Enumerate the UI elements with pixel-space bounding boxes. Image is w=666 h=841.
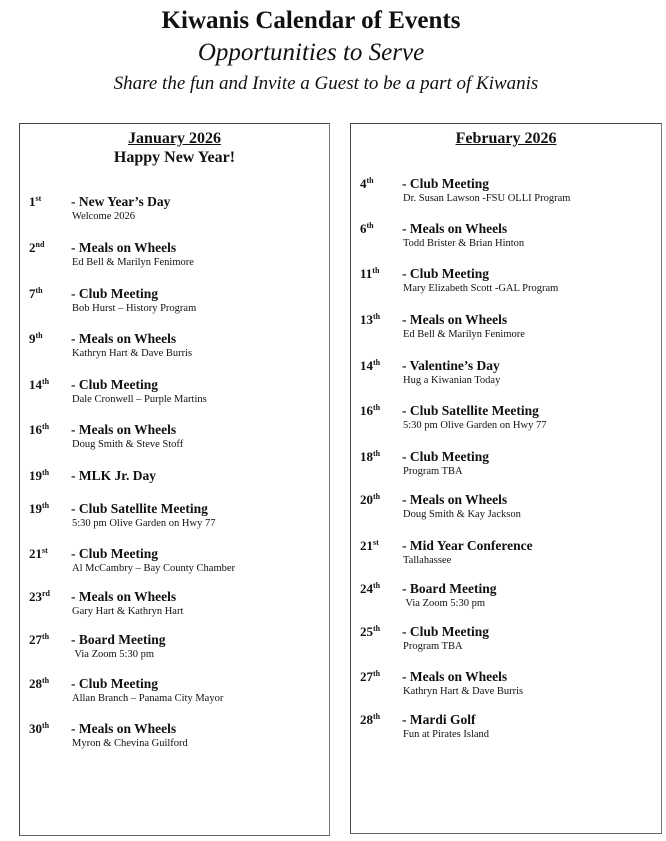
event-title: - Meals on Wheels (71, 240, 177, 255)
event-date (29, 501, 49, 519)
event-detail: Ed Bell & Marilyn Fenimore (403, 329, 525, 340)
event-date (29, 377, 49, 395)
event-item (351, 176, 661, 216)
event-date (360, 221, 374, 239)
event-item (351, 358, 661, 398)
event-date (360, 624, 380, 642)
event-day-suffix: th (366, 176, 374, 185)
month-heading-february: February 2026 (455, 130, 557, 147)
event-item (351, 492, 661, 532)
event-date (360, 581, 380, 599)
event-item (351, 403, 661, 443)
event-title: - Club Meeting (402, 266, 489, 281)
event-title: - Club Satellite Meeting (402, 403, 539, 418)
event-day-number: 27 (360, 669, 373, 684)
event-day-suffix: th (42, 468, 50, 477)
event-date (29, 194, 41, 212)
event-day-suffix: st (42, 546, 48, 555)
event-detail: Doug Smith & Kay Jackson (403, 509, 521, 520)
event-day-number: 6 (360, 221, 367, 236)
event-title: - Board Meeting (71, 632, 166, 647)
event-date (29, 468, 49, 486)
event-date (360, 669, 380, 687)
event-detail: 5:30 pm Olive Garden on Hwy 77 (403, 420, 547, 431)
event-date (360, 266, 379, 284)
event-day-suffix: st (35, 194, 42, 203)
event-day-number: 1 (29, 194, 36, 209)
event-day-suffix: rd (42, 589, 50, 598)
event-item (351, 538, 661, 578)
event-day-suffix: th (373, 492, 381, 501)
event-date (29, 721, 49, 739)
event-item (20, 546, 329, 586)
event-detail: Via Zoom 5:30 pm (72, 649, 155, 660)
event-day-number: 19 (29, 468, 42, 483)
event-title: - Meals on Wheels (71, 331, 177, 346)
event-detail: Program TBA (403, 641, 463, 652)
event-date (360, 358, 380, 376)
event-day-number: 23 (29, 589, 42, 604)
event-day-suffix: th (42, 422, 50, 431)
event-detail: Doug Smith & Steve Stoff (72, 439, 184, 450)
event-day-number: 9 (29, 331, 36, 346)
event-day-number: 18 (360, 449, 373, 464)
event-day-number: 28 (29, 676, 42, 691)
event-title: - Board Meeting (402, 581, 497, 596)
event-date (360, 538, 379, 556)
event-item (351, 624, 661, 664)
event-item (351, 669, 661, 709)
event-date (29, 676, 49, 694)
event-item (351, 449, 661, 489)
event-day-suffix: th (373, 449, 381, 458)
event-detail: Tallahassee (403, 555, 452, 566)
event-day-number: 16 (29, 422, 42, 437)
event-detail: Fun at Pirates Island (403, 729, 490, 740)
event-day-number: 21 (29, 546, 42, 561)
event-date (360, 449, 380, 467)
event-detail: Dr. Susan Lawson -FSU OLLI Program (403, 193, 571, 204)
january-calendar-box (19, 123, 330, 836)
event-detail: 5:30 pm Olive Garden on Hwy 77 (72, 518, 216, 529)
page-tagline: Share the fun and Invite a Guest to be a part of Kiwanis (113, 73, 539, 94)
event-item (351, 581, 661, 621)
january-greeting: Happy New Year! (113, 149, 236, 166)
event-day-suffix: th (373, 312, 381, 321)
event-day-number: 24 (360, 581, 373, 596)
event-detail: Via Zoom 5:30 pm (403, 598, 486, 609)
event-title: - Club Meeting (402, 176, 489, 191)
event-title: - Meals on Wheels (402, 492, 508, 507)
event-day-number: 13 (360, 312, 373, 327)
event-day-number: 28 (360, 712, 373, 727)
event-detail: Kathryn Hart & Dave Burris (403, 686, 524, 697)
event-title: - Meals on Wheels (71, 589, 177, 604)
event-item (20, 589, 329, 629)
event-title: - Club Meeting (71, 676, 158, 691)
event-day-suffix: th (42, 501, 50, 510)
event-day-number: 16 (360, 403, 373, 418)
event-item (351, 221, 661, 261)
event-item (351, 712, 661, 752)
event-date (360, 712, 380, 730)
event-item (351, 266, 661, 306)
event-date (360, 176, 374, 194)
event-title: - Meals on Wheels (402, 669, 508, 684)
event-day-suffix: th (373, 358, 381, 367)
event-date (360, 312, 380, 330)
event-item (351, 312, 661, 352)
event-day-number: 25 (360, 624, 373, 639)
event-detail: Allan Branch – Panama City Mayor (72, 693, 224, 704)
event-day-number: 19 (29, 501, 42, 516)
event-item (20, 377, 329, 417)
event-date (29, 632, 49, 650)
february-calendar-box (350, 123, 662, 834)
event-day-suffix: th (35, 286, 43, 295)
event-day-suffix: th (366, 221, 374, 230)
event-title: - Club Meeting (71, 377, 158, 392)
event-day-suffix: th (373, 403, 381, 412)
event-day-suffix: th (373, 624, 381, 633)
event-title: - Club Meeting (71, 286, 158, 301)
event-title: - Valentine’s Day (402, 358, 500, 373)
event-day-number: 14 (360, 358, 373, 373)
event-day-number: 14 (29, 377, 42, 392)
event-day-number: 27 (29, 632, 42, 647)
event-detail: Dale Cronwell – Purple Martins (72, 394, 207, 405)
event-title: - New Year’s Day (71, 194, 171, 209)
event-title: - Club Meeting (71, 546, 158, 561)
event-item (20, 240, 329, 280)
event-detail: Hug a Kiwanian Today (403, 375, 501, 386)
event-item (20, 721, 329, 761)
event-title: - Meals on Wheels (402, 312, 508, 327)
event-detail: Myron & Chevina Guilford (72, 738, 188, 749)
event-date (29, 422, 49, 440)
event-day-number: 30 (29, 721, 42, 736)
event-date (29, 286, 43, 304)
event-title: - MLK Jr. Day (71, 468, 156, 483)
event-date (29, 240, 44, 258)
event-title: - Mid Year Conference (402, 538, 533, 553)
event-detail: Mary Elizabeth Scott -GAL Program (403, 283, 559, 294)
event-day-suffix: th (42, 377, 50, 386)
event-date (29, 331, 43, 349)
event-detail: Kathryn Hart & Dave Burris (72, 348, 193, 359)
event-day-suffix: th (42, 676, 50, 685)
page-subtitle: Opportunities to Serve (197, 39, 425, 66)
event-title: - Club Satellite Meeting (71, 501, 208, 516)
event-item (20, 194, 329, 234)
event-day-suffix: st (373, 538, 379, 547)
event-item (20, 676, 329, 716)
event-title: - Club Meeting (402, 624, 489, 639)
event-date (360, 403, 380, 421)
event-detail: Welcome 2026 (72, 211, 136, 222)
event-day-suffix: th (373, 581, 381, 590)
event-date (29, 589, 50, 607)
event-day-suffix: th (373, 712, 381, 721)
event-item (20, 632, 329, 672)
page-title: Kiwanis Calendar of Events (161, 7, 461, 34)
event-day-number: 4 (360, 176, 367, 191)
event-detail: Todd Brister & Brian Hinton (403, 238, 525, 249)
event-item (20, 422, 329, 462)
event-title: - Mardi Golf (402, 712, 476, 727)
event-title: - Meals on Wheels (71, 721, 177, 736)
event-day-suffix: th (35, 331, 43, 340)
event-title: - Meals on Wheels (71, 422, 177, 437)
event-day-number: 20 (360, 492, 373, 507)
event-day-number: 2 (29, 240, 36, 255)
event-date (360, 492, 380, 510)
event-day-number: 21 (360, 538, 373, 553)
event-detail: Program TBA (403, 466, 463, 477)
event-day-number: 11 (360, 266, 373, 281)
event-day-number: 7 (29, 286, 36, 301)
event-detail: Gary Hart & Kathryn Hart (72, 606, 184, 617)
event-title: - Meals on Wheels (402, 221, 508, 236)
event-detail: Al McCambry – Bay County Chamber (72, 563, 236, 574)
event-detail: Ed Bell & Marilyn Fenimore (72, 257, 194, 268)
event-title: - Club Meeting (402, 449, 489, 464)
month-heading-january: January 2026 (128, 130, 221, 147)
event-day-suffix: th (42, 632, 50, 641)
event-date (29, 546, 48, 564)
event-item (20, 331, 329, 371)
event-detail: Bob Hurst – History Program (72, 303, 197, 314)
event-day-suffix: th (42, 721, 50, 730)
event-day-suffix: nd (35, 240, 45, 249)
event-item (20, 286, 329, 326)
event-item (20, 501, 329, 541)
event-day-suffix: th (373, 669, 381, 678)
event-day-suffix: th (372, 266, 380, 275)
